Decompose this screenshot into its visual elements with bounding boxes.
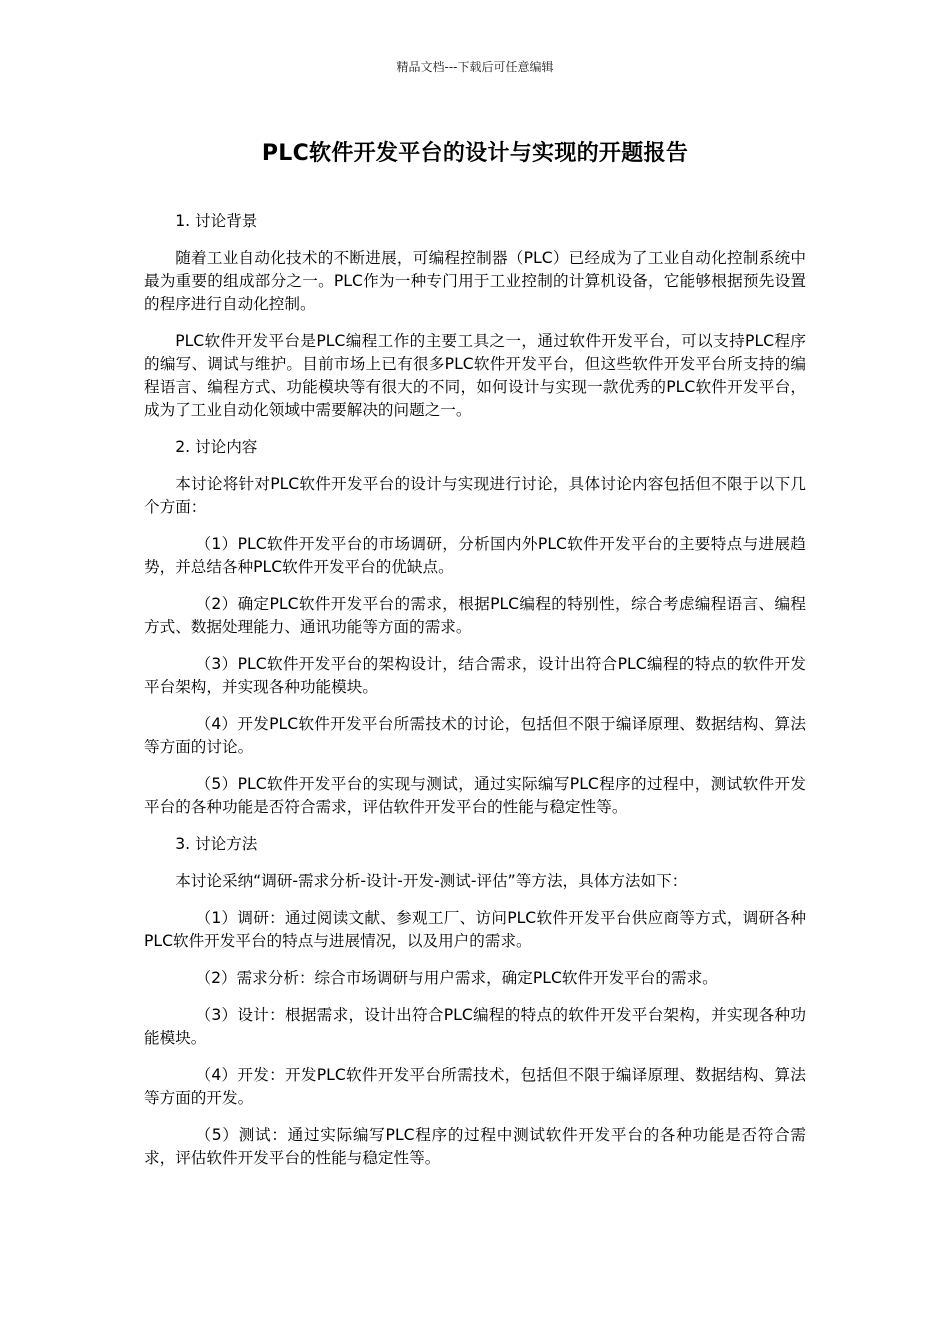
content-list-item: （4）开发PLC软件开发平台所需技术的讨论，包括但不限于编译原理、数据结构、算法等方面的讨论。 xyxy=(144,715,806,756)
background-paragraph: 随着工业自动化技术的不断进展，可编程控制器（PLC）已经成为了工业自动化控制系统中最为重要的组成部分之一。PLC作为一种专门用于工业控制的计算机设备，它能够根据预先设置的程序进行自动化控制。 xyxy=(144,249,806,313)
content-intro-paragraph: 本讨论将针对PLC软件开发平台的设计与实现进行讨论，具体讨论内容包括但不限于以下几个方面： xyxy=(144,475,806,516)
content-list-item: （5）PLC软件开发平台的实现与测试，通过实际编写PLC程序的过程中，测试软件开发平台的各种功能是否符合需求，评估软件开发平台的性能与稳定性等。 xyxy=(144,775,806,816)
content-list-item: （2）确定PLC软件开发平台的需求，根据PLC编程的特别性，综合考虑编程语言、编程方式、数据处理能力、通讯功能等方面的需求。 xyxy=(144,595,806,636)
method-list-item: （3）设计：根据需求，设计出符合PLC编程的特点的软件开发平台架构，并实现各种功能模块。 xyxy=(144,1006,806,1047)
method-list-item: （2）需求分析：综合市场调研与用户需求，确定PLC软件开发平台的需求。 xyxy=(195,969,718,987)
background-paragraph: PLC软件开发平台是PLC编程工作的主要工具之一，通过软件开发平台，可以支持PLC程序的编写、调试与维护。目前市场上已有很多PLC软件开发平台，但这些软件开发平台所支持的编程语言、编程方式、功能模块等有很大的不同，如何设计与实现一款优秀的PLC软件开发平台，成为了工业自动化领域中需要解决的问题之一。 xyxy=(144,332,806,419)
section-heading-content: 2. 讨论内容 xyxy=(175,438,258,456)
document-body xyxy=(144,210,806,1184)
content-list-item: （3）PLC软件开发平台的架构设计，结合需求，设计出符合PLC编程的特点的软件开发平台架构，并实现各种功能模块。 xyxy=(144,655,806,696)
section-heading-background: 1. 讨论背景 xyxy=(175,212,258,230)
method-list-item: （4）开发：开发PLC软件开发平台所需技术，包括但不限于编译原理、数据结构、算法等方面的开发。 xyxy=(144,1066,806,1107)
method-intro-paragraph: 本讨论采纳“调研-需求分析-设计-开发-测试-评估”等方法，具体方法如下： xyxy=(175,872,688,890)
content-list-item: （1）PLC软件开发平台的市场调研，分析国内外PLC软件开发平台的主要特点与进展趋势，并总结各种PLC软件开发平台的优缺点。 xyxy=(144,535,806,576)
section-heading-method: 3. 讨论方法 xyxy=(175,835,258,853)
page-header: 精品文档---下载后可任意编辑 xyxy=(396,60,554,74)
method-list-item: （1）调研：通过阅读文献、参观工厂、访问PLC软件开发平台供应商等方式，调研各种PLC软件开发平台的特点与进展情况，以及用户的需求。 xyxy=(144,909,806,950)
document-title: PLC软件开发平台的设计与实现的开题报告 xyxy=(261,141,689,166)
method-list-item: （5）测试：通过实际编写PLC程序的过程中测试软件开发平台的各种功能是否符合需求，评估软件开发平台的性能与稳定性等。 xyxy=(144,1126,806,1167)
